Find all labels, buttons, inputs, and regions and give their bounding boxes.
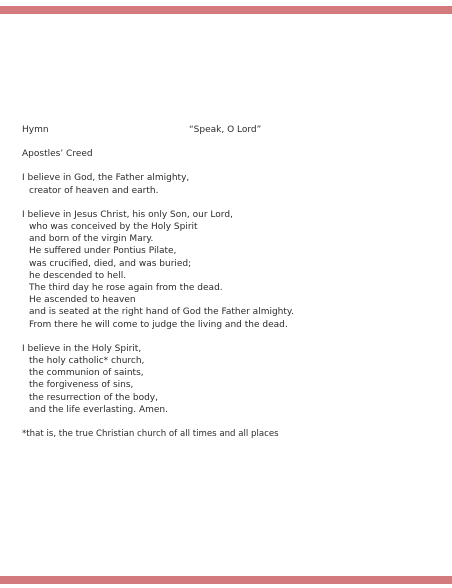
bottom-accent-bar — [0, 576, 452, 584]
creed-line: the resurrection of the body, — [29, 392, 158, 403]
creed-line: creator of heaven and earth. — [29, 185, 159, 196]
creed-stanza-3 — [22, 343, 442, 416]
creed-line: He ascended to heaven — [29, 295, 136, 306]
creed-line: I believe in Jesus Christ, his only Son, our Lord, — [22, 209, 233, 220]
creed-line: He suffered under Pontius Pilate, — [29, 246, 177, 257]
creed-line: and is seated at the right hand of God the Father almighty. — [29, 307, 294, 318]
bulletin-content — [22, 124, 442, 440]
creed-line: I believe in God, the Father almighty, — [22, 173, 190, 184]
top-accent-bar — [0, 6, 452, 14]
creed-heading: Apostles’ Creed — [22, 149, 93, 160]
footnote: *that is, the true Christian church of all times and all places — [22, 429, 279, 440]
creed-line: who was conceived by the Holy Spirit — [29, 222, 198, 232]
creed-line: the communion of saints, — [29, 368, 144, 379]
creed-stanza-2 — [22, 209, 442, 331]
creed-line: the holy catholic* church, — [29, 356, 145, 367]
creed-line: From there he will come to judge the living and the dead. — [29, 319, 288, 330]
creed-line: he descended to hell. — [29, 270, 127, 281]
hymn-title: “Speak, O Lord” — [189, 125, 262, 135]
creed-line: the forgiveness of sins, — [29, 380, 134, 391]
creed-line: I believe in the Holy Spirit, — [22, 343, 142, 354]
creed-line: and the life everlasting. Amen. — [29, 404, 168, 415]
creed-line: The third day he rose again from the dead. — [29, 283, 223, 294]
creed-stanza-1 — [22, 172, 442, 196]
hymn-row — [22, 124, 442, 136]
creed-line: and born of the virgin Mary. — [29, 234, 154, 245]
creed-line: was crucified, died, and was buried; — [29, 258, 192, 269]
hymn-label: Hymn — [22, 125, 49, 135]
